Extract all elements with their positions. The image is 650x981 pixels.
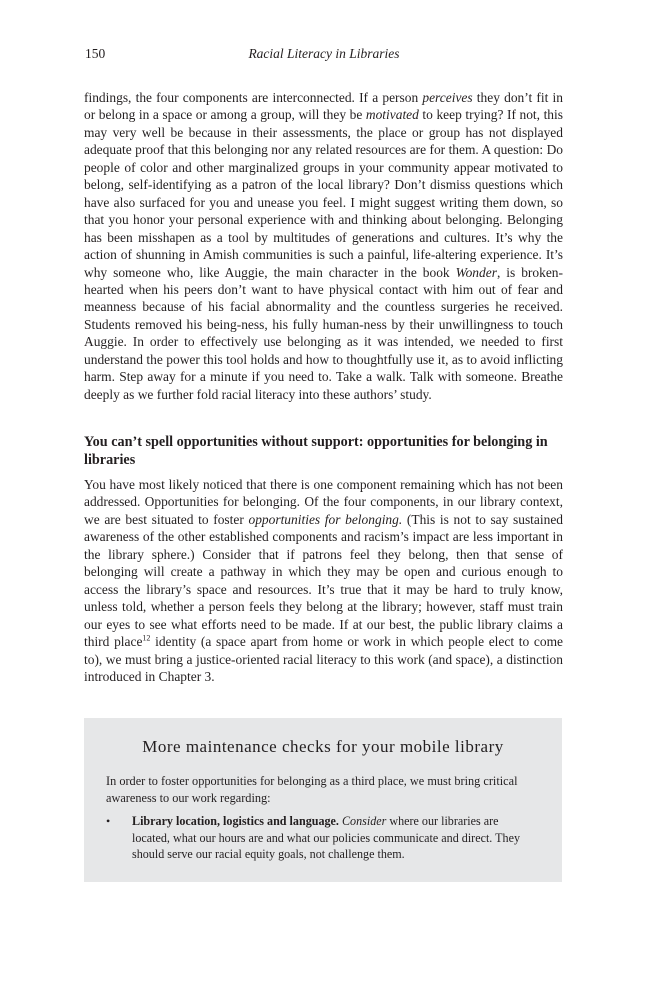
running-title: Racial Literacy in Libraries [248, 46, 400, 61]
text-run: (This is not to say sustained awareness of the other established components and racism’s impact are less important in the library sphere.) Consider that if patrons feel they belong, then that sense of belonging will create a pathway in which they may be open and curious enough to access the library’s space and resources. It’s true that it may be hard to truly know, unless told, whether a person feels they belong at the library; however, staff must train our eyes to see what efforts need to be made. If at our best, the public library claims a third place [84, 511, 564, 650]
bullet-bold-lead: Library location, logistics and language. [132, 814, 339, 828]
body-paragraph-2 [84, 476, 563, 685]
body-paragraph-1 [84, 89, 563, 403]
running-header [85, 46, 563, 66]
italic-run: Wonder [455, 264, 497, 280]
text-run: they don’t fit in or belong in a space or among a group, will they be [84, 90, 563, 123]
footnote-ref: 12 [142, 633, 151, 643]
text-run: to keep trying? If not, this may very well be because in their assessments, the place or group has not displayed adequate proof that this belonging nor any related resources are for them. A question: Do people of color and other marginalized groups in your community appear motivated to belong, self-identifying as a patron of the local library? Don’t dismiss questions which have also surfaced for you and unease you feel. I might suggest writing them down, so that you honor your personal experience with and thinking about belonging. Belonging has been misshapen as a tool by multitudes of generations and cultures. It’s why the action of shunning in Amish communities is such a painful, life-altering experience. It’s why someone who, like Auggie, the main character in the book [84, 107, 563, 280]
box-title: More maintenance checks for your mobile library [142, 737, 504, 756]
box-intro: In order to foster opportunities for belonging as a third place, we must bring critical awareness to our work regarding: [106, 774, 518, 805]
italic-run: perceives [422, 90, 473, 105]
sidebar-box [84, 718, 562, 882]
text-run: identity (a space apart from home or work in which people elect to come to), we must bring a justice-oriented racial literacy to this work (and space), a distinction introduced in Chapter 3. [84, 634, 563, 684]
bullet-icon: • [106, 814, 111, 828]
text-run: findings, the four components are interconnected. If a person [84, 90, 423, 105]
bullet-text [132, 813, 532, 863]
bullet-italic-word: Consider [341, 814, 387, 828]
italic-run: motivated [365, 107, 419, 123]
text-run: , is broken-hearted when his peers don’t want to have physical contact with him out of fear and meanness because of his facial abnormality and the countless surgeries he received. Students removed his being-ness, his fully human-ness by their unwillingness to touch Auggie. In order to effectively use belonging as it was intended, we needed to first understand the power this tool holds and how to thoughtfully use it, as to avoid inflicting harm. Step away for a minute if you need to. Take a walk. Talk with someone. Breathe deeply as we further fold racial literacy into these authors’ study. [84, 264, 563, 402]
italic-run: opportunities for belonging. [248, 511, 403, 527]
page-number: 150 [85, 46, 106, 61]
section-heading: You can’t spell opportunities without support: opportunities for belonging in libraries [84, 434, 548, 468]
text-run: You have most likely noticed that there is one component remaining which has not been addressed. Opportunities for belonging. Of the four components, in our library context, we are best situated to foster [84, 477, 563, 527]
bullet-rest: where our libraries are located, what our hours are and what our policies communicate and direct. They should serve our racial equity goals, not challenge them. [132, 814, 520, 861]
